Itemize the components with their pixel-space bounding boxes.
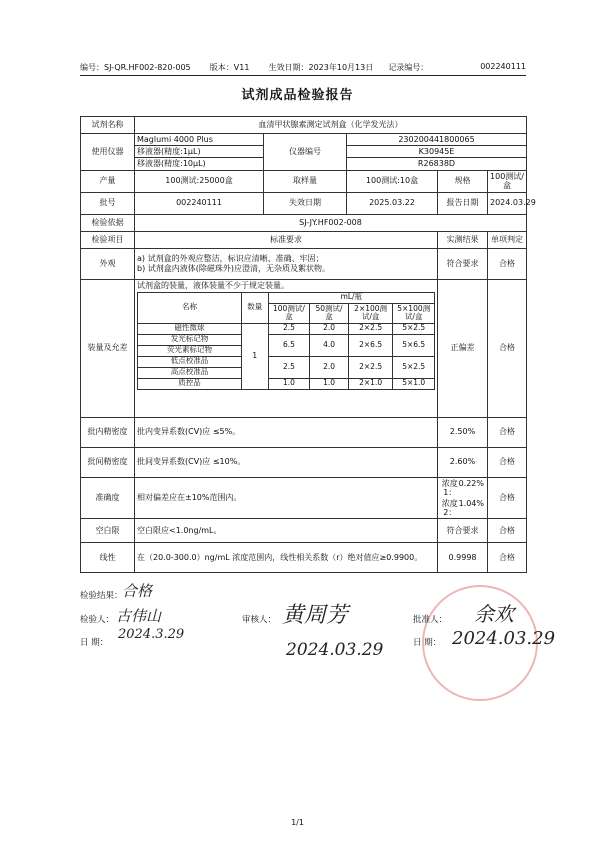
volume-requirement: [135, 279, 438, 417]
volume-verdict: 合格: [488, 279, 527, 417]
document-header: [80, 62, 526, 76]
instrument-label: 使用仪器: [81, 134, 135, 171]
sample: 100测试:10盒: [347, 170, 438, 192]
conclusion-handwritten: 合格: [122, 582, 153, 600]
intra-verdict: 合格: [488, 417, 527, 447]
sub-cell: 2×6.5: [348, 334, 393, 356]
sub-cell: 5×2.5: [393, 356, 435, 378]
linearity-requirement: 在（20.0-300.0）ng/mL 浓度范围内，线性相关系数（r）绝对值应≥0.9900。: [135, 543, 438, 573]
blank-result: 符合要求: [438, 519, 488, 543]
accuracy-result: [438, 477, 488, 519]
sub-cell: 2.5: [268, 323, 310, 334]
report-table: [80, 116, 536, 573]
expiry-label: 失效日期: [264, 192, 347, 214]
sub-row-name: 低点校准品: [138, 356, 242, 367]
appearance-requirement: [135, 248, 438, 279]
appearance-result: 符合要求: [438, 248, 488, 279]
output: 100测试:25000盒: [135, 170, 264, 192]
sub-cell: 6.5: [268, 334, 310, 356]
instrument-no-label: 仪器编号: [264, 134, 347, 171]
inter-requirement: 批间变异系数(CV)应 ≤10%。: [135, 447, 438, 477]
appearance-label: 外观: [81, 248, 135, 279]
sub-cell: 5×1.0: [393, 378, 435, 389]
sub-cell: 2.0: [310, 356, 349, 378]
sub-cell: 1.0: [310, 378, 349, 389]
sub-row-name: 发光标记物: [138, 334, 242, 345]
reagent-name: 血清甲状腺素测定试剂盒（化学发光法）: [135, 117, 527, 134]
approver-label: 批准人：: [413, 615, 448, 625]
approver-date-label: 日 期：: [413, 638, 442, 648]
appearance-verdict: 合格: [488, 248, 527, 279]
sub-h-name: 名称: [138, 292, 242, 323]
instrument-1: Maglumi 4000 Plus: [135, 134, 264, 146]
doc-no-label: 编号：: [80, 63, 104, 72]
basis-label: 检验依据: [81, 214, 135, 231]
intra-requirement: 批内变异系数(CV)应 ≤5%。: [135, 417, 438, 447]
sub-h-col: 5×100测试/盒: [393, 303, 435, 323]
inspector-date-label: 日 期：: [80, 638, 109, 648]
report-date-label: 报告日期: [438, 192, 488, 214]
inspector-signature: 古伟山: [116, 607, 162, 625]
instrument-no-1: 230200441800065: [347, 134, 527, 146]
sub-cell: 2.0: [310, 323, 349, 334]
sub-cell: 5×2.5: [393, 323, 435, 334]
accuracy-r1: 0.22%: [458, 478, 484, 488]
inspector-date: 2024.3.29: [118, 627, 185, 642]
sub-h-qty: 数量: [241, 292, 268, 323]
sub-row-name: 质控品: [138, 378, 242, 389]
batch: 002240111: [135, 192, 264, 214]
reviewer-date: 2024.03.29: [286, 640, 384, 660]
version-label: 版本：: [209, 63, 234, 72]
accuracy-requirement: 相对偏差应在±10%范围内。: [135, 477, 438, 519]
output-label: 产量: [81, 170, 135, 192]
sub-cell: 2×2.5: [348, 323, 393, 334]
page-number: 1/1: [291, 818, 304, 827]
reviewer-label: 审核人：: [242, 615, 277, 625]
accuracy-r2-label: 浓度2：: [441, 498, 458, 518]
report-title: 试剂成品检验报告: [241, 88, 354, 103]
sub-cell: 2×2.5: [348, 356, 393, 378]
approver-date: 2024.03.29: [452, 628, 556, 649]
sub-qty: 1: [241, 323, 268, 389]
col-standard: 标准要求: [135, 231, 438, 248]
reviewer-signature: 黄周芳: [282, 603, 349, 628]
sub-cell: 1.0: [268, 378, 310, 389]
sub-row-name: 荧光素标记物: [138, 345, 242, 356]
appearance-req-b: b) 试剂盒内液体(除磁珠外)应澄清，无杂质及絮状物。: [137, 263, 330, 273]
linearity-label: 线性: [81, 543, 135, 573]
appearance-req-a: a) 试剂盒的外观应整洁，标识应清晰、准确、牢固；: [137, 254, 324, 264]
blank-verdict: 合格: [488, 519, 527, 543]
accuracy-verdict: 合格: [488, 477, 527, 519]
col-item: 检验项目: [81, 231, 135, 248]
sub-cell: 4.0: [310, 334, 349, 356]
sub-row-name: 磁性微球: [138, 323, 242, 334]
sample-label: 取样量: [264, 170, 347, 192]
intra-label: 批内精密度: [81, 417, 135, 447]
basis: SJ-JY.HF002-008: [135, 214, 527, 231]
version: V11: [233, 63, 250, 72]
blank-requirement: 空白限应<1.0ng/mL。: [135, 519, 438, 543]
intra-result: 2.50%: [438, 417, 488, 447]
volume-result: 正偏差: [438, 279, 488, 417]
conclusion-label: 检验结果：: [80, 591, 123, 601]
inter-label: 批间精密度: [81, 447, 135, 477]
volume-label: 装量及允差: [81, 279, 135, 417]
sub-h-col: 100测试/盒: [268, 303, 310, 323]
sub-cell: 2.5: [268, 356, 310, 378]
record-no: 002240111: [480, 62, 526, 71]
spec: 100测试/盒: [488, 170, 527, 192]
effective-label: 生效日期：: [268, 63, 309, 72]
sub-cell: 5×6.5: [393, 334, 435, 356]
linearity-verdict: 合格: [488, 543, 527, 573]
sub-h-col: 2×100测试/盒: [348, 303, 393, 323]
record-label: 记录编号：: [388, 63, 429, 72]
doc-no: SJ-QR.HF002-820-005: [104, 63, 191, 72]
col-result: 实测结果: [438, 231, 488, 248]
report-date: 2024.03.29: [488, 192, 527, 214]
accuracy-r2: 1.04%: [458, 498, 484, 508]
instrument-no-2: K30945E: [347, 146, 527, 158]
col-verdict: 单项判定: [488, 231, 527, 248]
reagent-name-label: 试剂名称: [81, 117, 135, 134]
linearity-result: 0.9998: [438, 543, 488, 573]
sub-h-col: 50测试/盒: [310, 303, 349, 323]
volume-subtable: [137, 292, 435, 390]
accuracy-r1-label: 浓度1：: [441, 478, 458, 497]
batch-label: 批号: [81, 192, 135, 214]
sub-cell: 2×1.0: [348, 378, 393, 389]
sub-row-name: 高点校准品: [138, 367, 242, 378]
expiry: 2025.03.22: [347, 192, 438, 214]
volume-req-text: 试剂盒的装量，液体装量不少于规定装量。: [137, 280, 289, 290]
effective-date: 2023年10月13日: [308, 63, 374, 72]
inspector-label: 检验人：: [80, 615, 115, 625]
approver-signature: 余欢: [474, 602, 514, 626]
instrument-3: 移液器(精度:10μL): [135, 158, 264, 170]
inter-verdict: 合格: [488, 447, 527, 477]
instrument-2: 移液器(精度:1μL): [135, 146, 264, 158]
inter-result: 2.60%: [438, 447, 488, 477]
accuracy-label: 准确度: [81, 477, 135, 519]
instrument-no-3: R26838D: [347, 158, 527, 170]
spec-label: 规格: [438, 170, 488, 192]
sub-h-unit: mL/瓶: [268, 292, 434, 303]
blank-label: 空白限: [81, 519, 135, 543]
